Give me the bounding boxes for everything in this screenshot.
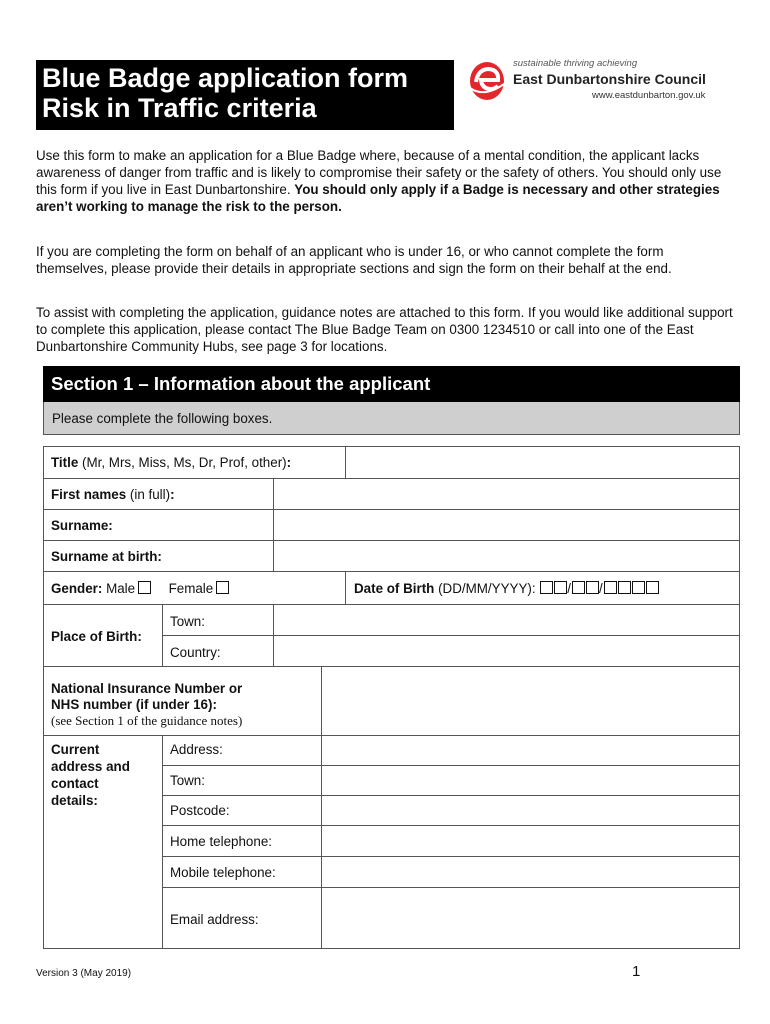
town-label-cell <box>162 765 322 796</box>
email-input-field[interactable] <box>321 887 740 949</box>
contact-label-line4: details: <box>51 793 98 808</box>
contact-label-line2: address and <box>51 759 130 774</box>
pob-country-input-field[interactable] <box>273 635 740 667</box>
postcode-input-field[interactable] <box>321 795 740 826</box>
intro-p1-bold: You should only apply if a Badge is necessary and other strategies aren’t working to manage the risk to the person. <box>36 182 720 214</box>
address-label-cell <box>162 735 322 766</box>
surname-at-birth-input-field[interactable] <box>273 540 740 572</box>
gender-male-checkbox[interactable] <box>138 581 151 594</box>
email-label: Email address: <box>170 912 259 927</box>
email-label-cell <box>162 887 322 949</box>
dob-label: Date of Birth <box>354 581 435 596</box>
council-logo <box>466 56 736 106</box>
pob-town-label-cell <box>162 604 274 636</box>
surname-at-birth-label: Surname at birth: <box>51 549 162 564</box>
town-input-field[interactable] <box>321 765 740 796</box>
contact-label-line3: contact <box>51 776 99 791</box>
date-of-birth-cell <box>345 571 740 605</box>
intro-paragraph-2 <box>36 243 736 277</box>
pob-country-label: Country: <box>170 645 221 660</box>
mobile-telephone-label-cell <box>162 856 322 888</box>
place-of-birth-label: Place of Birth: <box>51 629 142 644</box>
pob-town-input-field[interactable] <box>273 604 740 636</box>
dob-slash-1: / <box>567 581 572 596</box>
contact-label-line1: Current <box>51 742 100 757</box>
address-label: Address: <box>170 742 223 757</box>
town-label: Town: <box>170 773 205 788</box>
dob-day-input[interactable] <box>539 581 567 596</box>
ni-number-input-field[interactable] <box>321 666 740 736</box>
council-url: www.eastdunbarton.gov.uk <box>592 90 706 101</box>
intro-paragraph-1 <box>36 147 736 215</box>
surname-label-cell <box>43 509 274 541</box>
ni-number-label-line1: National Insurance Number or <box>51 681 243 696</box>
gender-female-checkbox[interactable] <box>216 581 229 594</box>
pob-town-label: Town: <box>170 614 205 629</box>
footer-version: Version 3 (May 2019) <box>36 968 132 979</box>
gender-male-label: Male <box>106 581 136 596</box>
place-of-birth-label-cell <box>43 604 163 667</box>
first-names-label: First names <box>51 487 127 502</box>
title-label: Title <box>51 455 79 470</box>
title-label-cell <box>43 446 346 479</box>
first-names-label-cell <box>43 478 274 510</box>
intro-p3: To assist with completing the application, guidance notes are attached to this form. If you would like additional support to complete this application, please contact The Blue Badge Team on 0300 1234510 or call into one of the East Dunbartonshire Community Hubs, see page 3 for locations. <box>36 305 733 354</box>
surname-at-birth-label-cell <box>43 540 274 572</box>
page-number: 1 <box>632 963 641 980</box>
form-title-block <box>36 60 454 130</box>
gender-female-label: Female <box>168 581 214 596</box>
mobile-telephone-input-field[interactable] <box>321 856 740 888</box>
dob-hint: (DD/MM/YYYY): <box>438 581 536 596</box>
contact-details-label-cell <box>43 735 163 949</box>
home-telephone-input-field[interactable] <box>321 825 740 857</box>
surname-label: Surname: <box>51 518 113 533</box>
gender-cell <box>43 571 346 605</box>
council-name: East Dunbartonshire Council <box>513 71 706 87</box>
intro-paragraph-3 <box>36 304 736 355</box>
section-1-heading: Section 1 – Information about the applicant <box>43 366 740 402</box>
home-telephone-label-cell <box>162 825 322 857</box>
council-tagline: sustainable thriving achieving <box>513 58 638 69</box>
first-names-hint: (in full) <box>129 487 171 502</box>
mobile-telephone-label: Mobile telephone: <box>170 865 276 880</box>
first-names-colon: : <box>170 487 175 502</box>
form-title-line2: Risk in Traffic criteria <box>42 93 317 123</box>
surname-input-field[interactable] <box>273 509 740 541</box>
council-logo-icon <box>466 58 510 104</box>
title-hint: (Mr, Mrs, Miss, Ms, Dr, Prof, other) <box>82 455 287 470</box>
postcode-label-cell <box>162 795 322 826</box>
home-telephone-label: Home telephone: <box>170 834 272 849</box>
dob-month-input[interactable] <box>571 581 599 596</box>
intro-p2: If you are completing the form on behalf of an applicant who is under 16, or who cannot complete the form themselves, please provide their details in appropriate sections and sign the form on their behalf at the end. <box>36 244 672 276</box>
dob-year-input[interactable] <box>603 581 659 596</box>
pob-country-label-cell <box>162 635 274 667</box>
intro-p1-text: Use this form to make an application for a Blue Badge where, because of a mental condition, the applicant lacks awareness of danger from traffic and is likely to compromise their safety or the safety of others. You should only use this form if you live in East Dunbartonshire. <box>36 148 722 197</box>
gender-label: Gender: <box>51 581 103 596</box>
dob-slash-2: / <box>599 581 603 596</box>
postcode-label: Postcode: <box>170 803 230 818</box>
title-colon: : <box>286 455 292 470</box>
address-input-field[interactable] <box>321 735 740 766</box>
form-title-line1: Blue Badge application form <box>42 63 409 93</box>
ni-number-label-cell <box>43 666 322 736</box>
ni-number-guidance-note: (see Section 1 of the guidance notes) <box>51 713 243 728</box>
first-names-input-field[interactable] <box>273 478 740 510</box>
title-input-field[interactable] <box>345 446 740 479</box>
ni-number-label-line2: NHS number (if under 16): <box>51 697 217 712</box>
section-1-instructions: Please complete the following boxes. <box>43 402 740 435</box>
